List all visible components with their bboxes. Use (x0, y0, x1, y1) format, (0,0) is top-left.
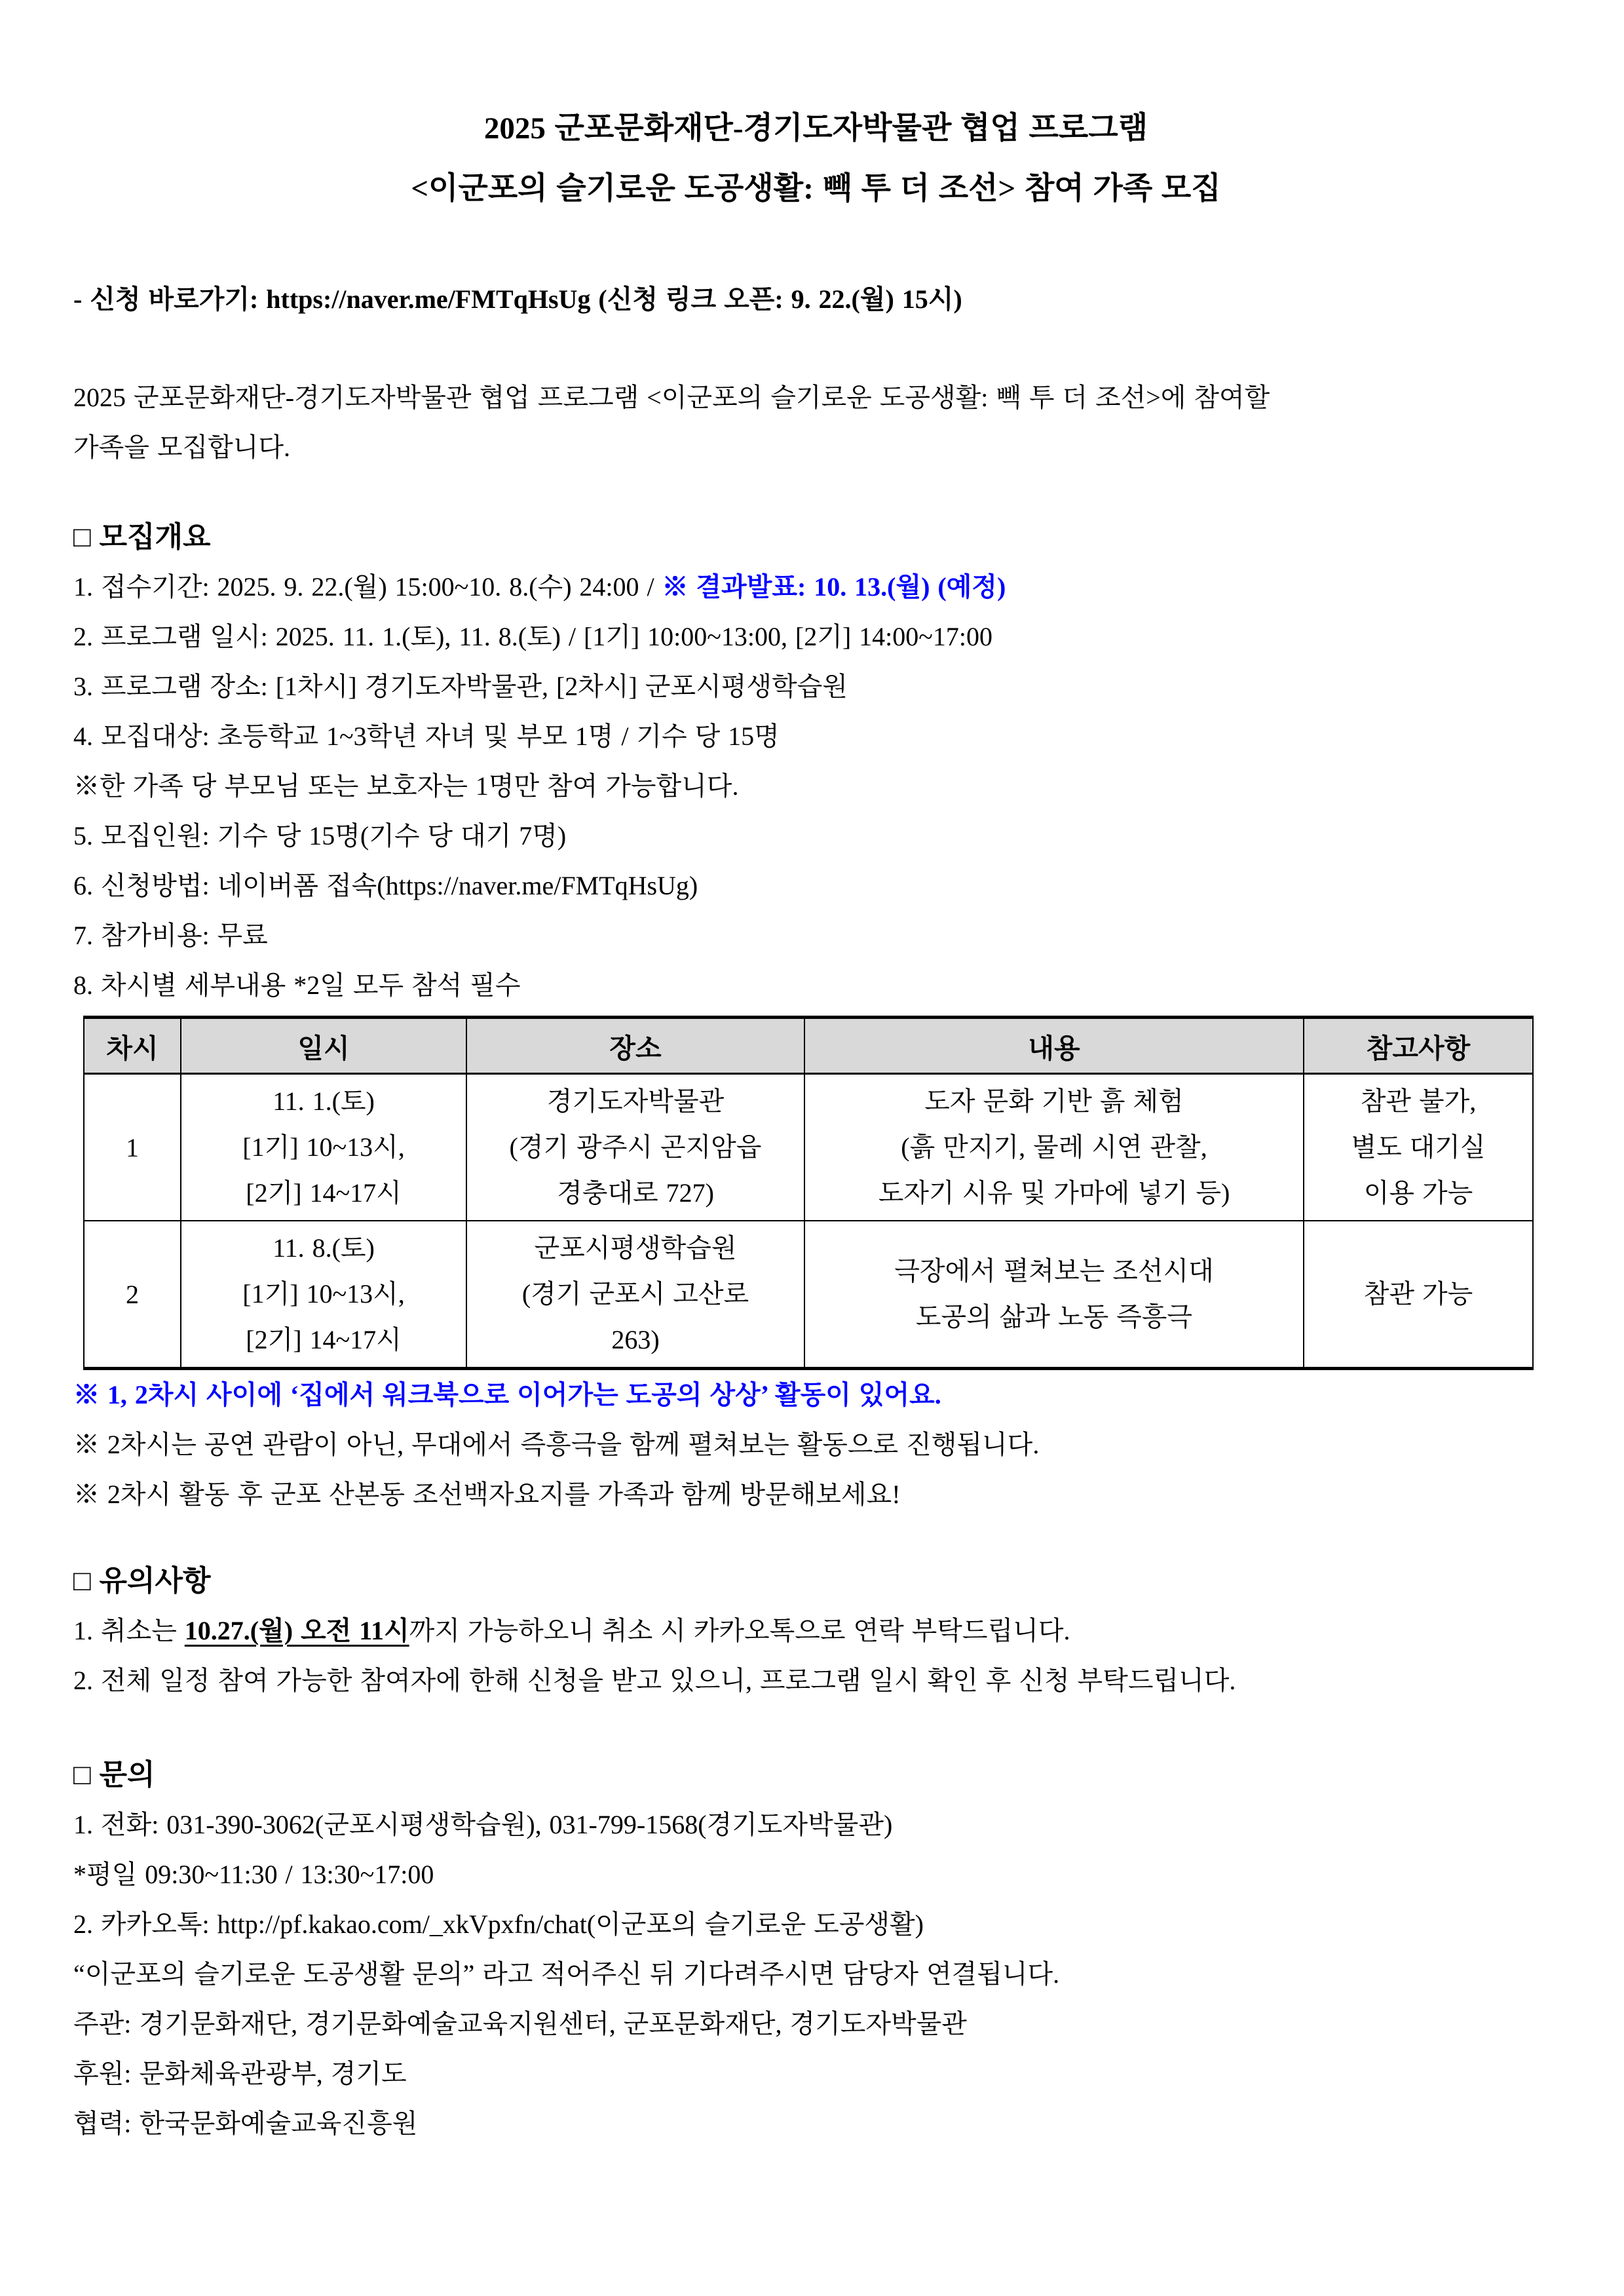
kakao-text-post: (이군포의 슬기로운 도공생활) (586, 1909, 924, 1939)
contact-phone-line: 1. 전화: 031-390-3062(군포시평생학습원), 031-799-1568(경기도자박물관) (73, 1810, 893, 1839)
cell-line: 도자기 시유 및 가마에 넣기 등) (878, 1178, 1230, 1208)
table-note-visit-suggestion: ※ 2차시 활동 후 군포 산본동 조선백자요지를 가족과 함께 방문해보세요! (73, 1480, 901, 1509)
cancel-deadline-strong: 10.27.(월) 오전 11시 (184, 1616, 409, 1645)
table-row-session-1 (84, 1074, 1533, 1221)
kakao-text-pre: 2. 카카오톡: (73, 1909, 217, 1939)
col-header-note: 참고사항 (1304, 1018, 1533, 1074)
cautions-item-cancel (73, 1606, 1558, 1656)
cell-line: 이용 가능 (1363, 1178, 1473, 1208)
table-header-row (84, 1018, 1533, 1074)
result-announcement-highlight: ※ 결과발표: 10. 13.(월) (예정) (662, 572, 1006, 602)
cell-line: [1기] 10~13시, (242, 1132, 405, 1162)
table-note-workbook: ※ 1, 2차시 사이에 ‘집에서 워크북으로 이어가는 도공의 상상’ 활동이 있어요. (73, 1380, 941, 1409)
cell-place (466, 1221, 804, 1369)
overview-item-fee: 7. 참가비용: 무료 (73, 921, 268, 950)
contact-hours-line: *평일 09:30~11:30 / 13:30~17:00 (73, 1860, 434, 1889)
overview-item-reception (73, 562, 1558, 612)
cell-session-number: 2 (84, 1221, 181, 1369)
contact-kakao-guide-line: “이군포의 슬기로운 도공생활 문의” 라고 적어주신 뒤 기다려주시면 담당자 연결됩니다. (73, 1959, 1060, 1989)
cell-line: (흙 만지기, 물레 시연 관찰, (901, 1132, 1207, 1162)
apply-shortcut-prefix: - 신청 바로가기: (73, 284, 267, 314)
cell-line: 11. 1.(토) (273, 1086, 375, 1116)
organizer-line: 주관: 경기문화재단, 경기문화예술교육지원센터, 군포문화재단, 경기도자박물관 (73, 2009, 967, 2038)
col-header-content: 내용 (804, 1018, 1304, 1074)
cell-note (1304, 1074, 1533, 1221)
cell-line: 별도 대기실 (1351, 1132, 1486, 1162)
apply-shortcut-line (73, 275, 1558, 324)
table-note-session2-activity: ※ 2차시는 공연 관람이 아닌, 무대에서 즉흥극을 함께 펼쳐보는 활동으로 진행됩니다. (73, 1430, 1040, 1459)
contact-heading: □ 문의 (73, 1759, 155, 1791)
col-header-session: 차시 (84, 1018, 181, 1074)
contact-kakao-line (73, 1900, 1558, 1949)
overview-item-detail: 8. 차시별 세부내용 *2일 모두 참석 필수 (73, 970, 521, 1000)
overview-item-apply-method (73, 861, 1558, 911)
cell-line: 참관 불가, (1360, 1086, 1477, 1116)
title-block (73, 98, 1558, 219)
sessions-table (83, 1016, 1534, 1370)
overview-item-schedule: 2. 프로그램 일시: 2025. 11. 1.(토), 11. 8.(토) / [1기] 10:00~13:00, [2기] 14:00~17:00 (73, 622, 992, 651)
cell-line: 도공의 삶과 노동 즉흥극 (915, 1302, 1193, 1331)
kakao-url-link[interactable]: http://pf.kakao.com/_xkVpxfn/chat (217, 1909, 587, 1939)
cell-line: 도자 문화 기반 흙 체험 (924, 1086, 1184, 1116)
cell-line: (경기 광주시 곤지암읍 (509, 1132, 762, 1162)
cell-line: 263) (611, 1325, 660, 1354)
cautions-item-full-schedule: 2. 전체 일정 참여 가능한 참여자에 한해 신청을 받고 있으니, 프로그램 일시 확인 후 신청 부탁드립니다. (73, 1666, 1236, 1695)
cell-line: [1기] 10~13시, (242, 1279, 405, 1309)
doc-title-line1: 2025 군포문화재단-경기도자박물관 협업 프로그램 (483, 111, 1148, 145)
cell-place (466, 1074, 804, 1221)
cell-line: 군포시평생학습원 (534, 1233, 737, 1263)
intro-paragraph-line2: 가족을 모집합니다. (73, 432, 291, 462)
cell-line: 경충대로 727) (557, 1178, 714, 1208)
cell-line: 11. 8.(토) (273, 1233, 375, 1263)
cell-session-number: 1 (84, 1074, 181, 1221)
cell-line: 경기도자박물관 (546, 1086, 725, 1116)
apply-method-text-close: ) (689, 871, 698, 900)
table-row-session-2 (84, 1221, 1533, 1369)
cell-datetime (181, 1221, 466, 1369)
cell-line: 참관 가능 (1363, 1279, 1473, 1309)
cell-line: [2기] 14~17시 (246, 1325, 402, 1354)
cell-datetime (181, 1074, 466, 1221)
cell-line: 극장에서 펼쳐보는 조선시대 (894, 1256, 1214, 1286)
overview-item-capacity: 5. 모집인원: 기수 당 15명(기수 당 대기 7명) (73, 821, 567, 851)
cell-line: [2기] 14~17시 (246, 1178, 402, 1208)
overview-heading: □ 모집개요 (73, 521, 211, 553)
cell-content (804, 1221, 1304, 1369)
sponsor-line: 후원: 문화체육관광부, 경기도 (73, 2059, 407, 2088)
cautions-heading: □ 유의사항 (73, 1565, 211, 1597)
apply-shortcut-suffix: (신청 링크 오픈: 9. 22.(월) 15시) (590, 284, 962, 314)
overview-item-target-note: ※한 가족 당 부모님 또는 보호자는 1명만 참여 가능합니다. (73, 771, 739, 801)
overview-item-location: 3. 프로그램 장소: [1차시] 경기도자박물관, [2차시] 군포시평생학습원 (73, 672, 848, 701)
reception-period-text: 1. 접수기간: 2025. 9. 22.(월) 15:00~10. 8.(수) 24:00 / (73, 572, 662, 602)
overview-item-target: 4. 모집대상: 초등학교 1~3학년 자녀 및 부모 1명 / 기수 당 15명 (73, 721, 780, 751)
cell-line: (경기 군포시 고산로 (521, 1279, 749, 1309)
doc-title-line2: <이군포의 슬기로운 도공생활: 빽 투 더 조선> 참여 가족 모집 (411, 172, 1221, 206)
col-header-datetime: 일시 (181, 1018, 466, 1074)
cell-note (1304, 1221, 1533, 1369)
naverform-url-link[interactable]: https://naver.me/FMTqHsUg (385, 871, 689, 900)
apply-method-text: 6. 신청방법: 네이버폼 접속( (73, 871, 386, 900)
cooperation-line: 협력: 한국문화예술교육진흥원 (73, 2109, 418, 2138)
apply-url-link[interactable]: https://naver.me/FMTqHsUg (266, 284, 591, 314)
col-header-place: 장소 (466, 1018, 804, 1074)
cancel-text-post: 까지 가능하오니 취소 시 카카오톡으로 연락 부탁드립니다. (409, 1616, 1070, 1645)
cell-content (804, 1074, 1304, 1221)
cancel-text-pre: 1. 취소는 (73, 1616, 185, 1645)
intro-paragraph-line1: 2025 군포문화재단-경기도자박물관 협업 프로그램 <이군포의 슬기로운 도공생활: 빽 투 더 조선>에 참여할 (73, 383, 1270, 412)
